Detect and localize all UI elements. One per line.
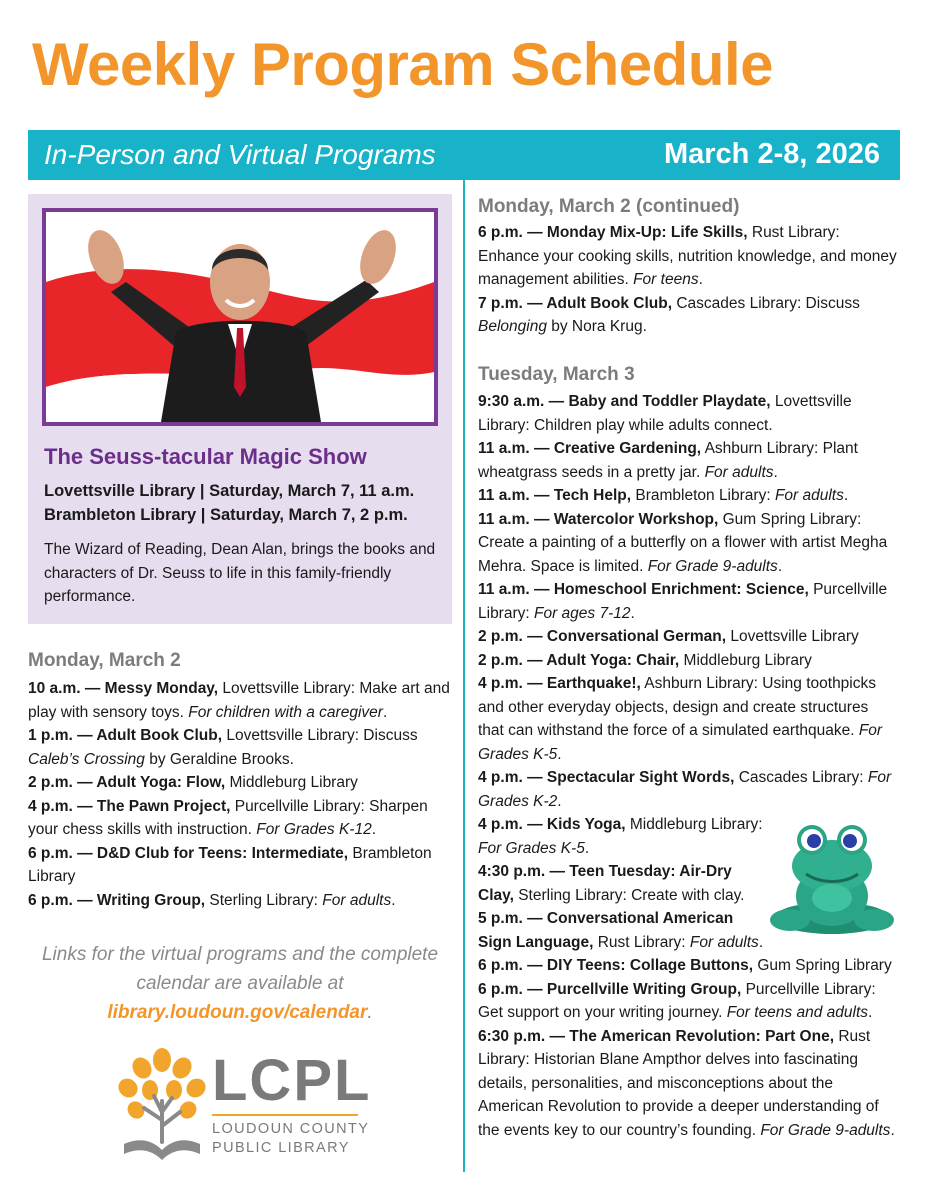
library-logo — [212, 1048, 372, 1158]
column-divider — [463, 180, 465, 1172]
page-title: Weekly Program Schedule — [32, 31, 774, 98]
event-title: 6 p.m. — D&D Club for Teens: Intermediate, — [28, 844, 349, 862]
monday-continued-events — [478, 221, 898, 339]
tree-book-icon — [114, 1046, 210, 1164]
event-title: 6 p.m. — Writing Group, — [28, 891, 206, 909]
event-title: 4:30 p.m. — Teen Tuesday: Air-Dry Clay, — [478, 863, 732, 904]
event-item: 10 a.m. — Messy Monday, Lovettsville Library: Make art and play with sensory toys. For children with a caregiver. — [28, 680, 450, 721]
calendar-link[interactable]: library.loudoun.gov/calendar — [107, 1002, 368, 1023]
event-title: 2 p.m. — Conversational German, — [478, 628, 727, 645]
tuesday-events — [478, 390, 898, 1142]
monday-events — [28, 677, 452, 912]
book-title: Belonging — [478, 318, 547, 335]
clay-frog-image — [766, 822, 898, 940]
event-title: 6 p.m. — Purcellville Writing Group, — [478, 980, 742, 998]
event-item: 11 a.m. — Watercolor Workshop, Gum Spring Library: Create a painting of a butterfly on a flower with artist Megha Mehra. Space is limited. For Grade 9-adults. — [478, 510, 888, 575]
event-title: 4 p.m. — Kids Yoga, — [478, 816, 626, 833]
event-item: 2 p.m. — Adult Yoga: Flow, Middleburg Library — [28, 774, 358, 791]
event-title: 7 p.m. — Adult Book Club, — [478, 294, 673, 312]
event-item: 6 p.m. — DIY Teens: Collage Buttons, Gum Spring Library — [478, 957, 892, 974]
logo-rule — [212, 1114, 358, 1116]
tuesday-heading: Tuesday, March 3 — [478, 364, 635, 385]
header-banner — [28, 130, 900, 180]
event-title: 2 p.m. — Adult Yoga: Flow, — [28, 774, 226, 791]
event-item: 9:30 a.m. — Baby and Toddler Playdate, Lovettsville Library: Children play while adults connect. — [478, 393, 852, 434]
event-item: 11 a.m. — Homeschool Enrichment: Science, Purcellville Library: For ages 7-12. — [478, 581, 888, 622]
event-title: 11 a.m. — Creative Gardening, — [478, 440, 702, 457]
feature-title: The Seuss-tacular Magic Show — [44, 444, 367, 469]
event-item: 6 p.m. — Purcellville Writing Group, Purcellville Library: Get support on your writing journey. For teens and adults. — [478, 980, 876, 1021]
magician-photo-image — [46, 212, 434, 422]
event-item: 6 p.m. — Writing Group, Sterling Library: For adults. — [28, 891, 396, 909]
event-item: 4 p.m. — Spectacular Sight Words, Cascades Library: For Grades K-2. — [478, 769, 892, 810]
event-item: 11 a.m. — Creative Gardening, Ashburn Library: Plant wheatgrass seeds in a pretty jar. For adults. — [478, 440, 858, 481]
event-title: 4 p.m. — Earthquake!, — [478, 675, 641, 692]
event-title: 10 a.m. — Messy Monday, — [28, 680, 219, 697]
logo-name: LCPL — [212, 1048, 372, 1113]
event-item: 11 a.m. — Tech Help, Brambleton Library: For adults. — [478, 487, 849, 504]
monday-heading: Monday, March 2 — [28, 650, 181, 671]
banner-subtitle: In-Person and Virtual Programs — [44, 139, 436, 170]
virtual-programs-note: Links for the virtual programs and the complete calendar are available at library.loudoun.gov/calendar. — [41, 944, 439, 1023]
book-title: Caleb’s Crossing — [28, 750, 145, 768]
magician-photo — [42, 208, 438, 426]
event-title: 11 a.m. — Tech Help, — [478, 487, 632, 504]
event-item: 6:30 p.m. — The American Revolution: Part One, Rust Library: Historian Blane Ampthor delves into fascinating details, personalities, and misconceptions about the American Revolution to provide a deeper understanding of the events key to our country’s founding. For Grade 9-adults. — [478, 1027, 895, 1139]
monday-continued-heading: Monday, March 2 (continued) — [478, 196, 740, 217]
feature-line-brambleton: Brambleton Library | Saturday, March 7, 2 p.m. — [44, 506, 408, 524]
event-title: 9:30 a.m. — Baby and Toddler Playdate, — [478, 393, 771, 410]
banner-date-range: March 2-8, 2026 — [663, 138, 880, 170]
logo-library: PUBLIC LIBRARY — [212, 1140, 350, 1156]
event-item: 4:30 p.m. — Teen Tuesday: Air-Dry Clay, Sterling Library: Create with clay. — [478, 863, 745, 904]
feature-description: The Wizard of Reading, Dean Alan, brings the books and characters of Dr. Seuss to life in this family-friendly performance. — [44, 541, 436, 605]
event-item: 4 p.m. — Kids Yoga, Middleburg Library: For Grades K-5. — [478, 816, 763, 857]
event-title: 11 a.m. — Homeschool Enrichment: Science, — [478, 581, 809, 598]
event-title: 1 p.m. — Adult Book Club, — [28, 727, 223, 744]
event-title: 5 p.m. — Conversational American Sign Language, — [478, 910, 734, 951]
event-title: 6 p.m. — DIY Teens: Collage Buttons, — [478, 957, 754, 974]
feature-box — [28, 194, 452, 624]
event-item: 6 p.m. — Monday Mix-Up: Life Skills, Rust Library: Enhance your cooking skills, nutrition knowledge, and money management abilities. For teens. — [478, 224, 897, 288]
event-item: 1 p.m. — Adult Book Club, Lovettsville Library: Discuss Caleb’s Crossing by Geraldine Brooks. — [28, 727, 418, 768]
logo-county: LOUDOUN COUNTY — [212, 1121, 370, 1137]
event-item: 2 p.m. — Adult Yoga: Chair, Middleburg Library — [478, 651, 812, 669]
event-title: 6 p.m. — Monday Mix-Up: Life Skills, — [478, 224, 748, 241]
event-title: 6:30 p.m. — The American Revolution: Part One, — [478, 1027, 835, 1045]
event-title: 4 p.m. — Spectacular Sight Words, — [478, 769, 735, 786]
event-item: 4 p.m. — The Pawn Project, Purcellville Library: Sharpen your chess skills with instruction. For Grades K-12. — [28, 797, 428, 838]
feature-line-lovettsville: Lovettsville Library | Saturday, March 7, 11 a.m. — [44, 482, 415, 500]
event-title: 11 a.m. — Watercolor Workshop, — [478, 510, 719, 528]
event-title: 4 p.m. — The Pawn Project, — [28, 797, 231, 815]
event-item: 6 p.m. — D&D Club for Teens: Intermediate, Brambleton Library — [28, 844, 432, 885]
event-title: 2 p.m. — Adult Yoga: Chair, — [478, 651, 680, 669]
virtual-note-text: Links for the virtual programs and the complete calendar are available at — [41, 944, 439, 994]
event-item: 2 p.m. — Conversational German, Lovettsville Library — [478, 628, 859, 645]
event-item: 5 p.m. — Conversational American Sign Language, Rust Library: For adults. — [478, 910, 764, 951]
event-item: 7 p.m. — Adult Book Club, Cascades Library: Discuss Belonging by Nora Krug. — [478, 294, 860, 335]
event-item: 4 p.m. — Earthquake!, Ashburn Library: Using toothpicks and other everyday objects, design and create structures that can withstand the force of a simulated earthquake. For Grades K-5. — [478, 675, 883, 763]
